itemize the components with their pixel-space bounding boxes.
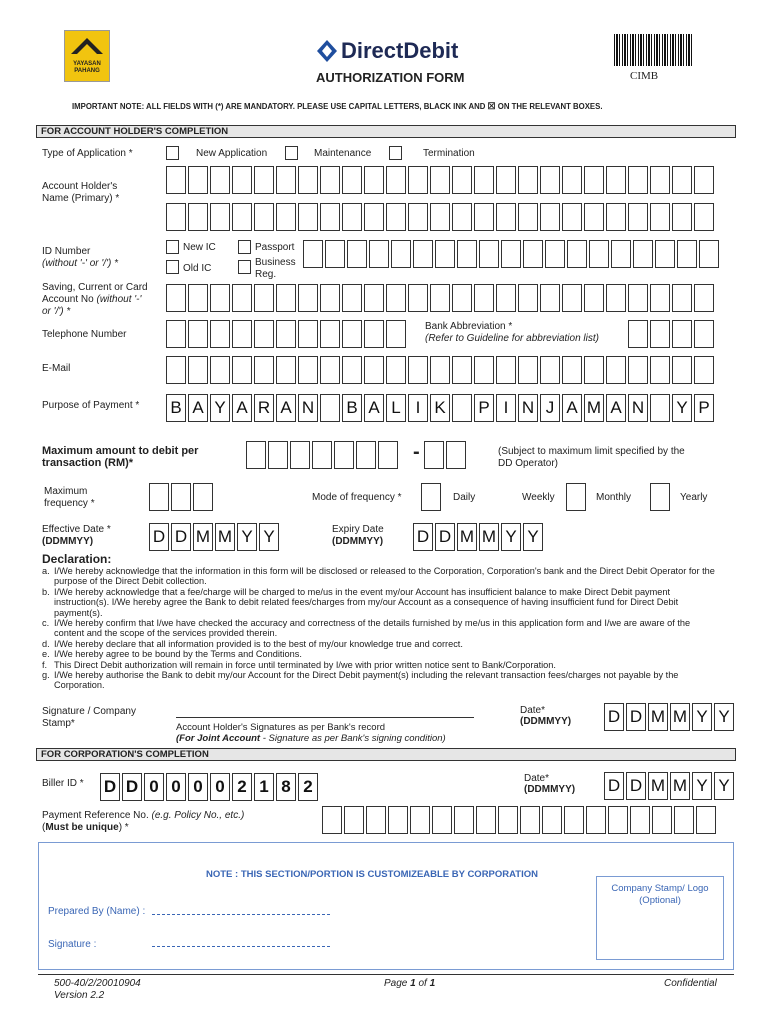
application-type-label: Type of Application *: [42, 148, 133, 159]
new-application-label: New Application: [196, 148, 268, 159]
corporation-date-boxes[interactable]: [604, 772, 736, 800]
bank-name: CIMB: [630, 70, 659, 82]
biller-id-label: Biller ID *: [42, 778, 84, 789]
biller-char: 0: [166, 773, 186, 801]
form-code: 500-40/2/20010904: [54, 978, 141, 989]
bank-abbreviation-label: Bank Abbreviation *: [425, 321, 513, 332]
signature-stamp-label: Signature / Company Stamp*: [42, 706, 136, 729]
declaration-item: [42, 566, 718, 587]
important-note: [72, 101, 603, 112]
biller-char: 0: [144, 773, 164, 801]
bank-abbreviation-hint: (Refer to Guideline for abbreviation list): [425, 333, 599, 344]
purpose-char: N: [628, 394, 648, 422]
purpose-char: [650, 394, 670, 422]
maintenance-checkbox[interactable]: [285, 146, 298, 160]
purpose-char: A: [276, 394, 296, 422]
declaration-item: [42, 639, 718, 649]
date-placeholder: Y: [501, 523, 521, 551]
date-placeholder: D: [626, 703, 646, 731]
date-placeholder: D: [171, 523, 191, 551]
old-ic-checkbox[interactable]: [166, 260, 179, 274]
logo-text: YAYASAN PAHANG: [73, 61, 101, 74]
purpose-char: B: [342, 394, 362, 422]
date-placeholder: M: [670, 703, 690, 731]
confidential-label: Confidential: [664, 978, 717, 989]
footer-divider: [38, 974, 734, 975]
page-number: 1: [410, 978, 416, 989]
biller-char: D: [122, 773, 142, 801]
date-placeholder: M: [670, 772, 690, 800]
date-placeholder: Y: [692, 703, 712, 731]
purpose-char: N: [518, 394, 538, 422]
purpose-char: [452, 394, 472, 422]
name-boxes-row-1[interactable]: [166, 166, 716, 194]
item-text: I/We hereby agree to be bound by the Terms and Conditions.: [54, 649, 302, 660]
expiry-date-label: Expiry Date: [332, 524, 384, 535]
important-note-text: IMPORTANT NOTE: ALL FIELDS WITH (*) ARE MANDATORY. PLEASE USE CAPITAL LETTERS, BLACK INK AND: [72, 102, 486, 111]
telephone-label: Telephone Number: [42, 329, 127, 340]
biller-char: 0: [210, 773, 230, 801]
corporation-date-format: (DDMMYY): [524, 784, 576, 795]
date-placeholder: D: [149, 523, 169, 551]
must-be-unique: (Must be unique) *: [42, 822, 129, 833]
item-text: I/We hereby acknowledge that the information in this form will be disclosed or released to the Corporation, Corporation's bank and the Direct Debit Operator for the purpose of the Direct Debit collection.: [54, 566, 715, 587]
purpose-char: A: [364, 394, 384, 422]
corporation-section-header: FOR CORPORATION'S COMPLETION: [36, 748, 736, 761]
purpose-char: Y: [210, 394, 230, 422]
declaration-date-boxes[interactable]: [604, 703, 736, 731]
daily-label: Daily: [453, 492, 476, 503]
declaration-title: Declaration:: [42, 552, 112, 566]
max-amount-note: (Subject to maximum limit specified by the DD Operator): [498, 446, 685, 469]
item-key: g.: [42, 670, 50, 681]
purpose-char: A: [232, 394, 252, 422]
weekly-label-box: [492, 483, 495, 511]
item-text: I/We hereby acknowledge that a fee/charge will be charged to me/us in the event my/our Account has insufficient balance to make Direct Debit payment instruction(s). I/We hereby agree the Bank to debit related fees/charges from my/our Account as a consequence of having insufficient fund for Direct Debit payment(s).: [54, 586, 679, 618]
joint-account-bold: (For Joint Account: [176, 733, 261, 744]
biller-char: 2: [298, 773, 318, 801]
purpose-char: Y: [672, 394, 692, 422]
biller-id-boxes: [100, 773, 320, 801]
item-text: I/We hereby authorise the Bank to debit my/our Account for the Direct Debit payment(s) including the relevant transaction fees/charges not payable by the Corporation.: [54, 670, 679, 691]
company-stamp-box[interactable]: [596, 876, 724, 960]
directdebit-logo-icon: [316, 39, 338, 63]
purpose-boxes[interactable]: [166, 394, 716, 422]
passport-label: Passport: [255, 242, 295, 253]
barcode: [614, 34, 692, 66]
item-text: I/We hereby confirm that I/we have checked the accuracy and correctness of the details furnished by me/us in this application form and I/we are aware of the content and the scope of the services provided therein.: [54, 618, 691, 639]
date-placeholder: M: [479, 523, 499, 551]
biller-char: 8: [276, 773, 296, 801]
daily-box[interactable]: [421, 483, 443, 511]
decimal-dash: -: [413, 441, 420, 463]
account-section-header: FOR ACCOUNT HOLDER'S COMPLETION: [36, 125, 736, 138]
purpose-char: A: [188, 394, 208, 422]
form-title: AUTHORIZATION FORM: [316, 70, 465, 85]
expiry-date-boxes[interactable]: [413, 523, 545, 551]
declaration-date-format: (DDMMYY): [520, 716, 572, 727]
date-placeholder: D: [604, 703, 624, 731]
monthly-box[interactable]: [650, 483, 672, 511]
purpose-char: J: [540, 394, 560, 422]
date-placeholder: Y: [237, 523, 257, 551]
item-text: I/We hereby declare that all information provided is to the best of my/our knowledge true and correct.: [54, 638, 463, 649]
id-number-label: ID Number: [42, 246, 91, 257]
biller-char: 2: [232, 773, 252, 801]
purpose-char: A: [562, 394, 582, 422]
max-frequency-label: Maximum frequency *: [44, 486, 95, 509]
item-key: e.: [42, 649, 50, 660]
page-indicator: [384, 978, 435, 990]
payment-reference-hint: (e.g. Policy No., etc.): [151, 810, 245, 821]
declaration-list: [42, 566, 718, 691]
date-placeholder: M: [193, 523, 213, 551]
effective-date-label: Effective Date *: [42, 524, 111, 535]
declaration-item: [42, 660, 718, 670]
date-placeholder: Y: [714, 703, 734, 731]
biller-char: 1: [254, 773, 274, 801]
termination-checkbox[interactable]: [389, 146, 402, 160]
purpose-char: N: [298, 394, 318, 422]
date-placeholder: Y: [714, 772, 734, 800]
declaration-date-label: Date*: [520, 705, 546, 716]
directdebit-brand: [316, 38, 458, 64]
item-key: c.: [42, 618, 50, 629]
page-of: of: [415, 978, 430, 989]
date-placeholder: Y: [259, 523, 279, 551]
date-placeholder: Y: [523, 523, 543, 551]
passport-checkbox[interactable]: [238, 240, 251, 254]
payment-reference-text: Payment Reference No.: [42, 810, 149, 821]
purpose-char: M: [584, 394, 604, 422]
purpose-char: B: [166, 394, 186, 422]
biller-char: D: [100, 773, 120, 801]
page-total: 1: [429, 978, 436, 989]
account-holder-name-label: Account Holder's Name (Primary) *: [42, 181, 120, 204]
payment-reference-boxes[interactable]: [322, 806, 718, 834]
corp-signature-label: Signature :: [48, 939, 97, 950]
new-ic-checkbox[interactable]: [166, 240, 179, 254]
max-amount-cents-boxes[interactable]: [424, 441, 468, 469]
business-reg-checkbox[interactable]: [238, 260, 251, 274]
bank-abbreviation-boxes[interactable]: [628, 320, 716, 348]
mode-frequency-label: Mode of frequency *: [312, 492, 402, 503]
effective-date-format: (DDMMYY): [42, 536, 94, 547]
weekly-label: Weekly: [522, 492, 555, 503]
date-placeholder: M: [648, 772, 668, 800]
old-ic-label: Old IC: [183, 263, 212, 274]
telephone-boxes[interactable]: [166, 320, 408, 348]
must-be-unique-bold: Must be unique: [45, 822, 119, 833]
effective-date-boxes[interactable]: [149, 523, 281, 551]
purpose-char: I: [496, 394, 516, 422]
new-ic-label: New IC: [183, 242, 216, 253]
max-frequency-boxes[interactable]: [149, 483, 215, 511]
purpose-char: K: [430, 394, 450, 422]
prepared-by-line[interactable]: [152, 914, 330, 915]
page-prefix: Page: [384, 978, 411, 989]
yayasan-logo: [64, 30, 110, 82]
account-number-hint: (without '-' or '/') *: [42, 294, 142, 317]
corporation-date-label: Date*: [524, 773, 550, 784]
checked-box-icon: ☒: [487, 101, 496, 111]
declaration-item: [42, 587, 718, 618]
date-placeholder: D: [604, 772, 624, 800]
date-placeholder: M: [457, 523, 477, 551]
signature-caption: Account Holder's Signatures as per Bank's record: [176, 722, 386, 733]
important-note-tail: ON THE RELEVANT BOXES.: [497, 102, 603, 111]
max-amount-label: Maximum amount to debit per transaction (RM)*: [42, 445, 199, 469]
yearly-label: Yearly: [680, 492, 708, 503]
declaration-item: [42, 670, 718, 691]
business-reg-label: Business Reg.: [255, 257, 296, 280]
purpose-char: I: [408, 394, 428, 422]
id-number-boxes[interactable]: [303, 240, 721, 268]
customizable-note: NOTE : THIS SECTION/PORTION IS CUSTOMIZEABLE BY CORPORATION: [206, 869, 538, 880]
account-number-boxes[interactable]: [166, 284, 716, 312]
item-key: f.: [42, 659, 48, 670]
corp-signature-line[interactable]: [152, 946, 330, 947]
account-number-label: [42, 282, 152, 318]
termination-label: Termination: [423, 148, 475, 159]
biller-char: 0: [188, 773, 208, 801]
purpose-char: A: [606, 394, 626, 422]
date-placeholder: D: [626, 772, 646, 800]
item-key: d.: [42, 638, 50, 649]
prepared-by-label: Prepared By (Name) :: [48, 906, 146, 917]
item-text: This Direct Debit authorization will remain in force until terminated by I/we with prior written notice sent to Bank/Corporation.: [54, 659, 556, 670]
new-application-checkbox[interactable]: [166, 146, 179, 160]
item-key: b.: [42, 586, 50, 597]
purpose-char: L: [386, 394, 406, 422]
date-placeholder: D: [413, 523, 433, 551]
date-placeholder: M: [648, 703, 668, 731]
account-number-label-text: Saving, Current or Card Account No: [42, 282, 148, 305]
id-number-hint: (without '-' or '/') *: [42, 258, 118, 269]
form-version: Version 2.2: [54, 990, 105, 1001]
max-amount-boxes[interactable]: [246, 441, 400, 469]
date-placeholder: M: [215, 523, 235, 551]
name-boxes-row-2[interactable]: [166, 203, 716, 231]
maintenance-label: Maintenance: [314, 148, 372, 159]
expiry-date-format: (DDMMYY): [332, 536, 384, 547]
declaration-item: [42, 618, 718, 639]
purpose-char: P: [474, 394, 494, 422]
brand-name: DirectDebit: [341, 38, 459, 63]
declaration-item: [42, 649, 718, 659]
logo-emblem-icon: [65, 34, 109, 60]
company-stamp-text: Company Stamp/ Logo (Optional): [611, 883, 709, 906]
purpose-char: P: [694, 394, 714, 422]
date-placeholder: D: [435, 523, 455, 551]
weekly-box[interactable]: [566, 483, 588, 511]
joint-account-rest: - Signature as per Bank's signing condition): [260, 733, 446, 744]
email-label: E-Mail: [42, 363, 71, 374]
email-boxes[interactable]: [166, 356, 716, 384]
payment-reference-label: [42, 810, 244, 822]
signature-line[interactable]: [176, 717, 474, 718]
monthly-label: Monthly: [596, 492, 632, 503]
joint-account-note: [176, 733, 446, 745]
date-placeholder: Y: [692, 772, 712, 800]
purpose-char: R: [254, 394, 274, 422]
item-key: a.: [42, 566, 50, 576]
purpose-label: Purpose of Payment *: [42, 400, 140, 411]
purpose-char: [320, 394, 340, 422]
